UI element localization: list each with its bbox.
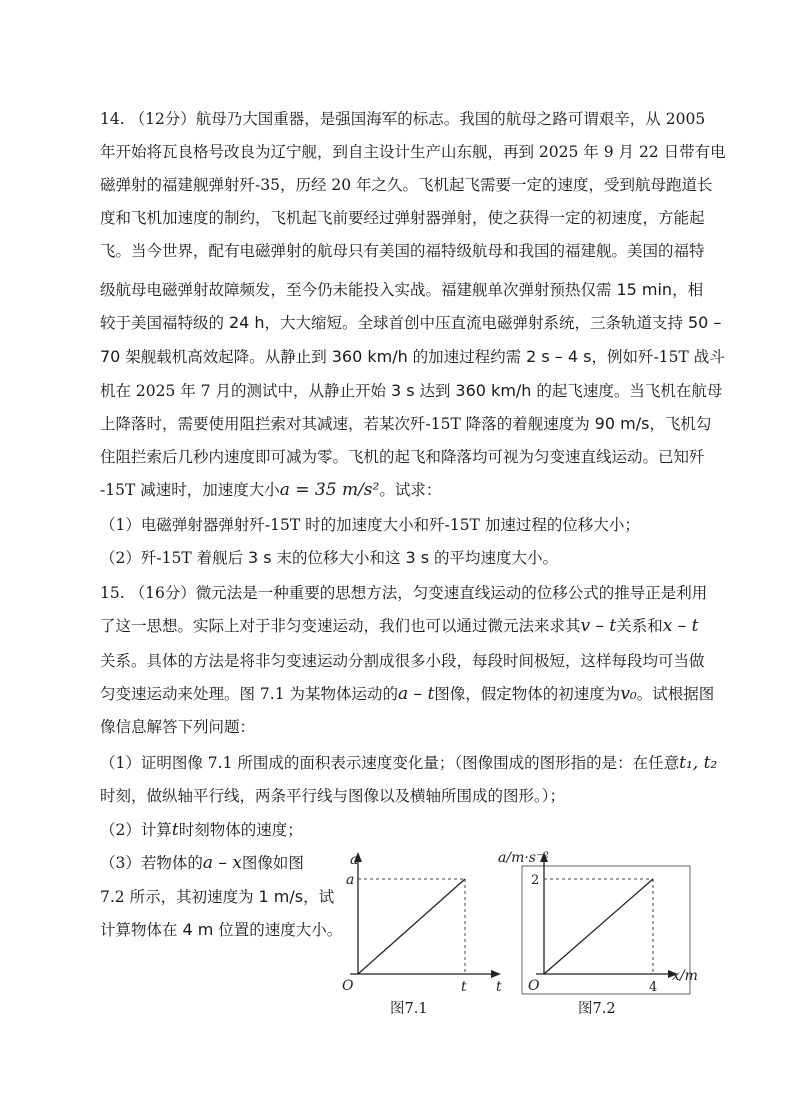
math-expression: 4 m xyxy=(182,920,214,939)
text-segment: 末的位移大小和这 xyxy=(271,549,406,567)
text-segment: 。试根据图 xyxy=(636,685,715,703)
text-segment: 15. （16分）微元法是一种重要的思想方法，匀变速直线运动的位移公式的推导正是利用 xyxy=(100,584,708,602)
fig1-y-tick: a xyxy=(346,872,355,888)
text-segment: 度和飞机加速度的制约，飞机起飞前要经过弹射器弹射，使之获得一定的初速度，方能起 xyxy=(100,209,705,227)
math-expression: 360 km/h xyxy=(331,347,408,366)
math-expression: a – x xyxy=(202,853,242,873)
text-line xyxy=(100,919,342,941)
math-expression: x – t xyxy=(662,616,699,636)
text-segment: ，相 xyxy=(672,281,704,299)
text-segment: -15T 减速时，加速度大小 xyxy=(100,481,280,499)
text-segment: ，例如歼-15T 战斗 xyxy=(591,348,725,366)
math-expression: v₀ xyxy=(620,684,637,704)
text-segment: 14. （12分）航母乃大国重器，是强国海军的标志。我国的航母之路可谓艰辛，从 2005 xyxy=(100,110,706,128)
fig2-x-label: x/m xyxy=(672,968,698,984)
text-line xyxy=(100,174,713,196)
math-expression: 90 m/s xyxy=(594,414,650,433)
text-segment: 时刻，做纵轴平行线，两条平行线与图像以及横轴所围成的图形。）； xyxy=(100,787,566,805)
text-line xyxy=(100,886,334,908)
text-segment: ，试 xyxy=(303,888,335,906)
fig1-origin: O xyxy=(342,978,354,994)
math-expression: 360 km/h xyxy=(455,381,532,400)
text-segment: （1）电磁弹射器弹射歼-15T 时的加速度大小和歼-15T 加速过程的位移大小； xyxy=(100,516,640,534)
text-line xyxy=(100,683,714,705)
math-expression: 1 m/s xyxy=(258,887,304,906)
text-segment: 7.2 所示，其初速度为 xyxy=(100,888,259,906)
text-segment: ，飞机勾 xyxy=(649,415,712,433)
text-segment: 达到 xyxy=(414,382,456,400)
text-segment: 像信息解答下列问题： xyxy=(100,718,256,736)
fig2-y-tick: 2 xyxy=(531,873,540,888)
math-expression: a – t xyxy=(398,684,435,704)
figure-7-2 xyxy=(498,850,700,1000)
text-segment: 磁弹射的福建舰弹射歼-35，历经 20 年之久。飞机起飞需要一定的速度，受到航母跑道长 xyxy=(100,176,713,194)
text-segment: 较于美国福特级的 xyxy=(100,314,229,332)
fig2-caption: 图7.2 xyxy=(578,1001,616,1017)
text-line xyxy=(100,207,705,229)
text-segment: 位置的速度大小。 xyxy=(213,921,343,939)
text-line xyxy=(100,582,707,604)
text-line xyxy=(100,650,705,672)
text-segment: 计算物体在 xyxy=(100,921,183,939)
text-segment: 图像，假定物体的初速度为 xyxy=(434,685,621,703)
text-segment: （1）证明图像 7.1 所围成的面积表示速度变化量；（图像围成的图形指的是：在任意 xyxy=(100,754,680,772)
math-expression: v – t xyxy=(580,616,617,636)
text-line xyxy=(100,108,705,130)
text-segment: 。试求： xyxy=(379,481,442,499)
math-expression: t₁, t₂ xyxy=(679,753,718,773)
text-line xyxy=(100,514,640,536)
fig2-x-tick: 4 xyxy=(649,980,658,995)
math-expression: 3 s xyxy=(248,548,272,567)
text-segment: ，大大缩短。全球首创中压直流电磁弹射系统，三条轨道支持 xyxy=(264,314,688,332)
fig1-x-tick: t xyxy=(461,979,467,995)
fig2-y-label: a/m·s⁻² xyxy=(498,850,549,866)
text-line xyxy=(100,547,558,569)
text-segment: 了这一思想。实际上对于非匀变速运动，我们也可以通过微元法来求其 xyxy=(100,617,581,635)
text-segment: （2）计算 xyxy=(100,821,172,839)
text-line xyxy=(100,312,721,334)
fig1-x-arrow xyxy=(491,970,501,978)
math-expression: 2 s – 4 s xyxy=(526,347,592,366)
text-line xyxy=(100,752,717,774)
text-segment: 时刻物体的速度； xyxy=(178,821,303,839)
text-segment: 关系和 xyxy=(616,617,663,635)
text-line xyxy=(100,446,705,468)
text-line xyxy=(100,479,441,501)
math-expression: 50 – xyxy=(687,313,722,332)
math-expression: a = 35 m/s² xyxy=(279,480,380,500)
text-line xyxy=(100,852,304,874)
math-expression: 3 s xyxy=(390,381,415,400)
text-segment: 飞。当今世界，配有电磁弹射的航母只有美国的福特级航母和我国的福建舰。美国的福特 xyxy=(100,242,705,260)
text-line xyxy=(100,819,303,841)
text-line xyxy=(100,380,722,402)
text-segment: 图像如图 xyxy=(241,854,304,872)
text-line xyxy=(100,716,255,738)
text-segment: 住阻拦索后几秒内速度即可减为零。飞机的起飞和降落均可视为匀变速直线运动。已知歼 xyxy=(100,448,705,466)
math-expression: 24 h xyxy=(228,313,265,332)
fig1-x-label: t xyxy=(496,979,502,995)
text-segment: 上降落时，需要使用阻拦索对其减速，若某次歼-15T 降落的着舰速度为 xyxy=(100,415,595,433)
math-expression: 15 min xyxy=(616,280,673,299)
text-line xyxy=(100,279,703,301)
fig2-frame xyxy=(522,866,690,994)
fig1-caption: 图7.1 xyxy=(390,1001,428,1017)
text-line xyxy=(100,615,699,637)
text-line xyxy=(100,785,565,807)
fig1-plot-line xyxy=(358,879,465,974)
text-line xyxy=(100,240,705,262)
text-segment: 的加速过程约需 xyxy=(407,348,527,366)
math-expression: 70 xyxy=(100,347,121,366)
fig2-plot-line xyxy=(544,879,653,974)
text-segment: （2）歼-15T 着舰后 xyxy=(100,549,249,567)
text-line xyxy=(100,346,725,368)
text-line xyxy=(100,413,711,435)
text-segment: 机在 2025 年 7 月的测试中，从静止开始 xyxy=(100,382,391,400)
math-expression: 3 s xyxy=(405,548,430,567)
fig2-origin: O xyxy=(528,978,540,994)
fig1-y-label: a xyxy=(350,852,359,868)
text-segment: 级航母电磁弹射故障频发，至今仍未能投入实战。福建舰单次弹射预热仅需 xyxy=(100,281,617,299)
text-segment: 的起飞速度。当飞机在航母 xyxy=(531,382,723,400)
text-segment: 的平均速度大小。 xyxy=(429,549,559,567)
text-segment: 架舰载机高效起降。从静止到 xyxy=(120,348,332,366)
text-segment: 匀变速运动来处理。图 7.1 为某物体运动的 xyxy=(100,685,399,703)
text-segment: 年开始将瓦良格号改良为辽宁舰，到自主设计生产山东舰，再到 2025 年 9 月 22 日带有电 xyxy=(100,143,726,161)
math-expression: t xyxy=(171,820,179,840)
text-segment: （3）若物体的 xyxy=(100,854,203,872)
text-segment: 关系。具体的方法是将非匀变速运动分割成很多小段，每段时间极短，这样每段均可当做 xyxy=(100,652,705,670)
text-line xyxy=(100,141,726,163)
figure-7-1 xyxy=(330,850,510,1000)
